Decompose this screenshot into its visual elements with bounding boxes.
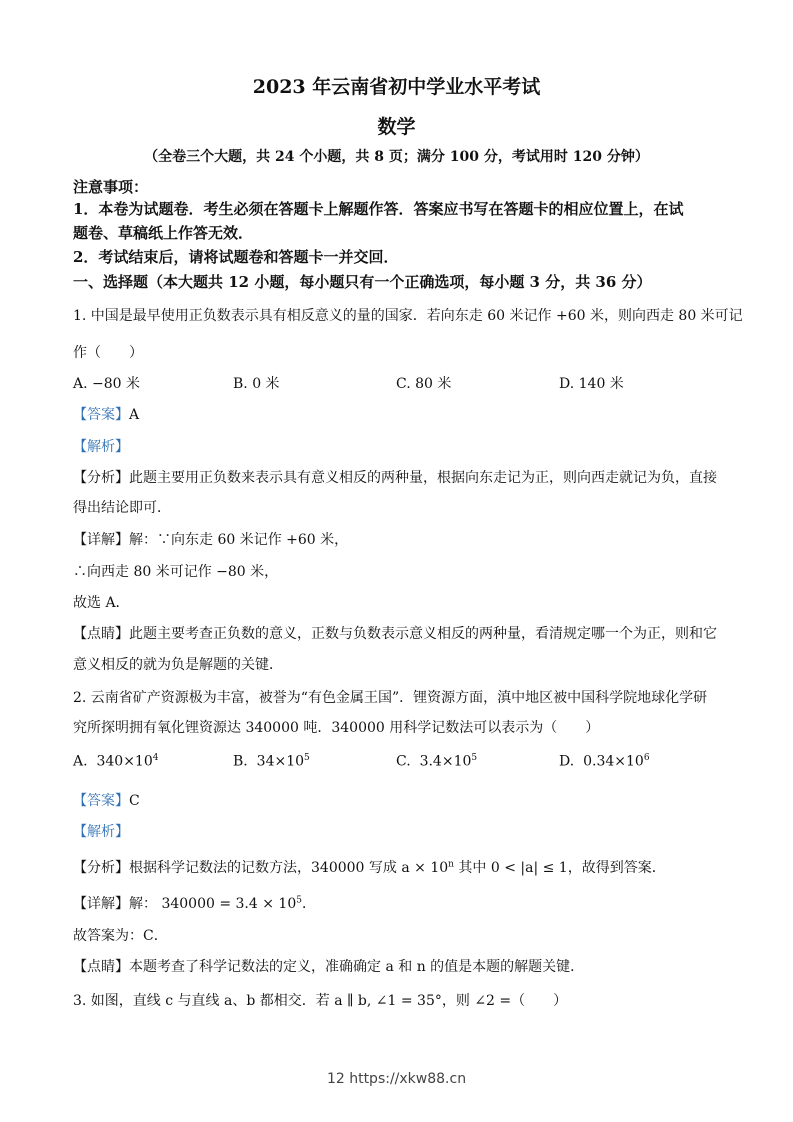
q2-option-a-exp: 4 bbox=[152, 753, 159, 763]
q1-point-line1 bbox=[73, 623, 723, 643]
q2-answer bbox=[73, 790, 723, 810]
q2-stem-line1: 2. 云南省矿产资源极为丰富，被誉为“有色金属王国”．锂资源方面，滇中地区被中国科学院地球化学研 bbox=[73, 690, 708, 706]
q2-fenxi-pre: 根据科学记数法的记数方法，340000 写成 a × 10 bbox=[129, 860, 449, 876]
q2-option-c-label: C. bbox=[396, 753, 411, 770]
q1-fenxi-text1: 此题主要用正负数来表示具有意义相反的两种量，根据向东走记为正，则向西走就记为负，直接 bbox=[129, 470, 717, 486]
q2-detail-post: ． bbox=[301, 896, 316, 912]
q2-point-text1: 本题考查了科学记数法的定义，准确确定 a 和 n 的值是本题的解题关键． bbox=[129, 959, 585, 975]
notice-heading: 注意事项： bbox=[73, 178, 149, 196]
q1-detail-line2: ∴向西走 80 米可记作 −80 米， bbox=[73, 564, 279, 580]
q2-option-c bbox=[396, 753, 477, 770]
q1-option-c: C. 80 米 bbox=[396, 376, 452, 392]
q1-detail-line3: 故选 A． bbox=[73, 595, 130, 611]
notice-item1-line1: 1．本卷为试题卷．考生必须在答题卡上解题作答．答案应书写在答题卡的相应位置上，在试 bbox=[73, 200, 684, 218]
section1-heading: 一、选择题（本大题共 12 小题，每小题只有一个正确选项，每小题 3 分，共 36 分） bbox=[73, 273, 652, 291]
q1-analysis bbox=[73, 436, 723, 456]
q1-fenxi-line2: 得出结论即可． bbox=[73, 500, 171, 516]
answer-tag: 【答案】 bbox=[73, 793, 129, 809]
q2-point-line1 bbox=[73, 956, 723, 976]
point-tag: 【点睛】 bbox=[73, 959, 129, 975]
q2-option-d-base: 0.34×10 bbox=[583, 753, 644, 770]
q3-stem-line1: 3. 如图，直线 c 与直线 a、b 都相交．若 a ∥ b, ∠1 = 35°，则 ∠2 =（ ） bbox=[73, 993, 568, 1009]
notice-item1-line2: 题卷、草稿纸上作答无效． bbox=[73, 224, 254, 242]
q1-fenxi-line1 bbox=[73, 467, 723, 487]
q2-stem-line2: 究所探明拥有氧化锂资源达 340000 吨．340000 用科学记数法可以表示为（ ） bbox=[73, 720, 600, 736]
fenxi-tag: 【分析】 bbox=[73, 860, 129, 876]
q2-fenxi-post: 其中 0 < |a| ≤ 1，故得到答案． bbox=[453, 860, 666, 876]
exam-note: （全卷三个大题，共 24 个小题，共 8 页；满分 100 分，考试用时 120 分钟） bbox=[144, 149, 649, 165]
q2-option-b bbox=[233, 753, 310, 770]
q1-option-d: D. 140 米 bbox=[559, 376, 624, 392]
q2-fenxi-exp: n bbox=[448, 859, 454, 870]
q1-answer-value: A bbox=[129, 407, 140, 423]
notice-item2: 2．考试结束后，请将试题卷和答题卡一并交回． bbox=[73, 248, 399, 266]
q1-point-line2: 意义相反的就为负是解题的关键． bbox=[73, 657, 283, 673]
q1-detail-line1 bbox=[73, 529, 723, 549]
q2-analysis bbox=[73, 821, 723, 841]
exam-subject: 数学 bbox=[377, 116, 416, 138]
q2-detail-line2: 故答案为：C． bbox=[73, 928, 168, 944]
detail-tag: 【详解】 bbox=[73, 532, 129, 548]
q2-fenxi-line1 bbox=[73, 857, 723, 877]
detail-tag: 【详解】 bbox=[73, 896, 129, 912]
q2-option-d-label: D. bbox=[559, 753, 575, 770]
q1-detail-text1: 解：∵向东走 60 米记作 +60 米， bbox=[129, 532, 349, 548]
q2-answer-value: C bbox=[129, 793, 140, 809]
point-tag: 【点睛】 bbox=[73, 626, 129, 642]
q1-option-a: A. −80 米 bbox=[73, 376, 141, 392]
q2-option-c-exp: 5 bbox=[471, 753, 478, 763]
q2-detail-pre: 解： 340000 = 3.4 × 10 bbox=[129, 896, 297, 912]
q2-option-b-exp: 5 bbox=[304, 753, 310, 763]
q2-detail-line1 bbox=[73, 893, 723, 913]
q2-option-a-base: 340×10 bbox=[96, 753, 153, 770]
fenxi-tag: 【分析】 bbox=[73, 470, 129, 486]
analysis-tag: 【解析】 bbox=[73, 439, 129, 455]
q2-option-d-exp: 6 bbox=[643, 753, 650, 763]
q1-stem-line1: 1. 中国是最早使用正负数表示具有相反意义的量的国家．若向东走 60 米记作 +60 米，则向西走 80 米可记 bbox=[73, 308, 743, 324]
q2-option-d bbox=[559, 753, 650, 770]
q2-detail-exp: 5 bbox=[296, 895, 302, 906]
q2-option-b-base: 34×10 bbox=[256, 753, 305, 770]
exam-title: 2023 年云南省初中学业水平考试 bbox=[252, 76, 541, 98]
q2-option-c-base: 3.4×10 bbox=[419, 753, 472, 770]
answer-tag: 【答案】 bbox=[73, 407, 129, 423]
page-footer: 12 https://xkw88.cn bbox=[326, 1071, 467, 1087]
q1-option-b: B. 0 米 bbox=[233, 376, 280, 392]
q2-option-b-label: B. bbox=[233, 753, 248, 770]
analysis-tag: 【解析】 bbox=[73, 824, 129, 840]
q1-answer bbox=[73, 404, 723, 424]
q1-stem-line2: 作（ ） bbox=[73, 345, 143, 361]
q1-point-text1: 此题主要考查正负数的意义，正数与负数表示意义相反的两种量，看清规定哪一个为正，则和它 bbox=[129, 626, 717, 642]
q2-option-a bbox=[73, 753, 158, 770]
q2-option-a-label: A. bbox=[73, 753, 88, 770]
